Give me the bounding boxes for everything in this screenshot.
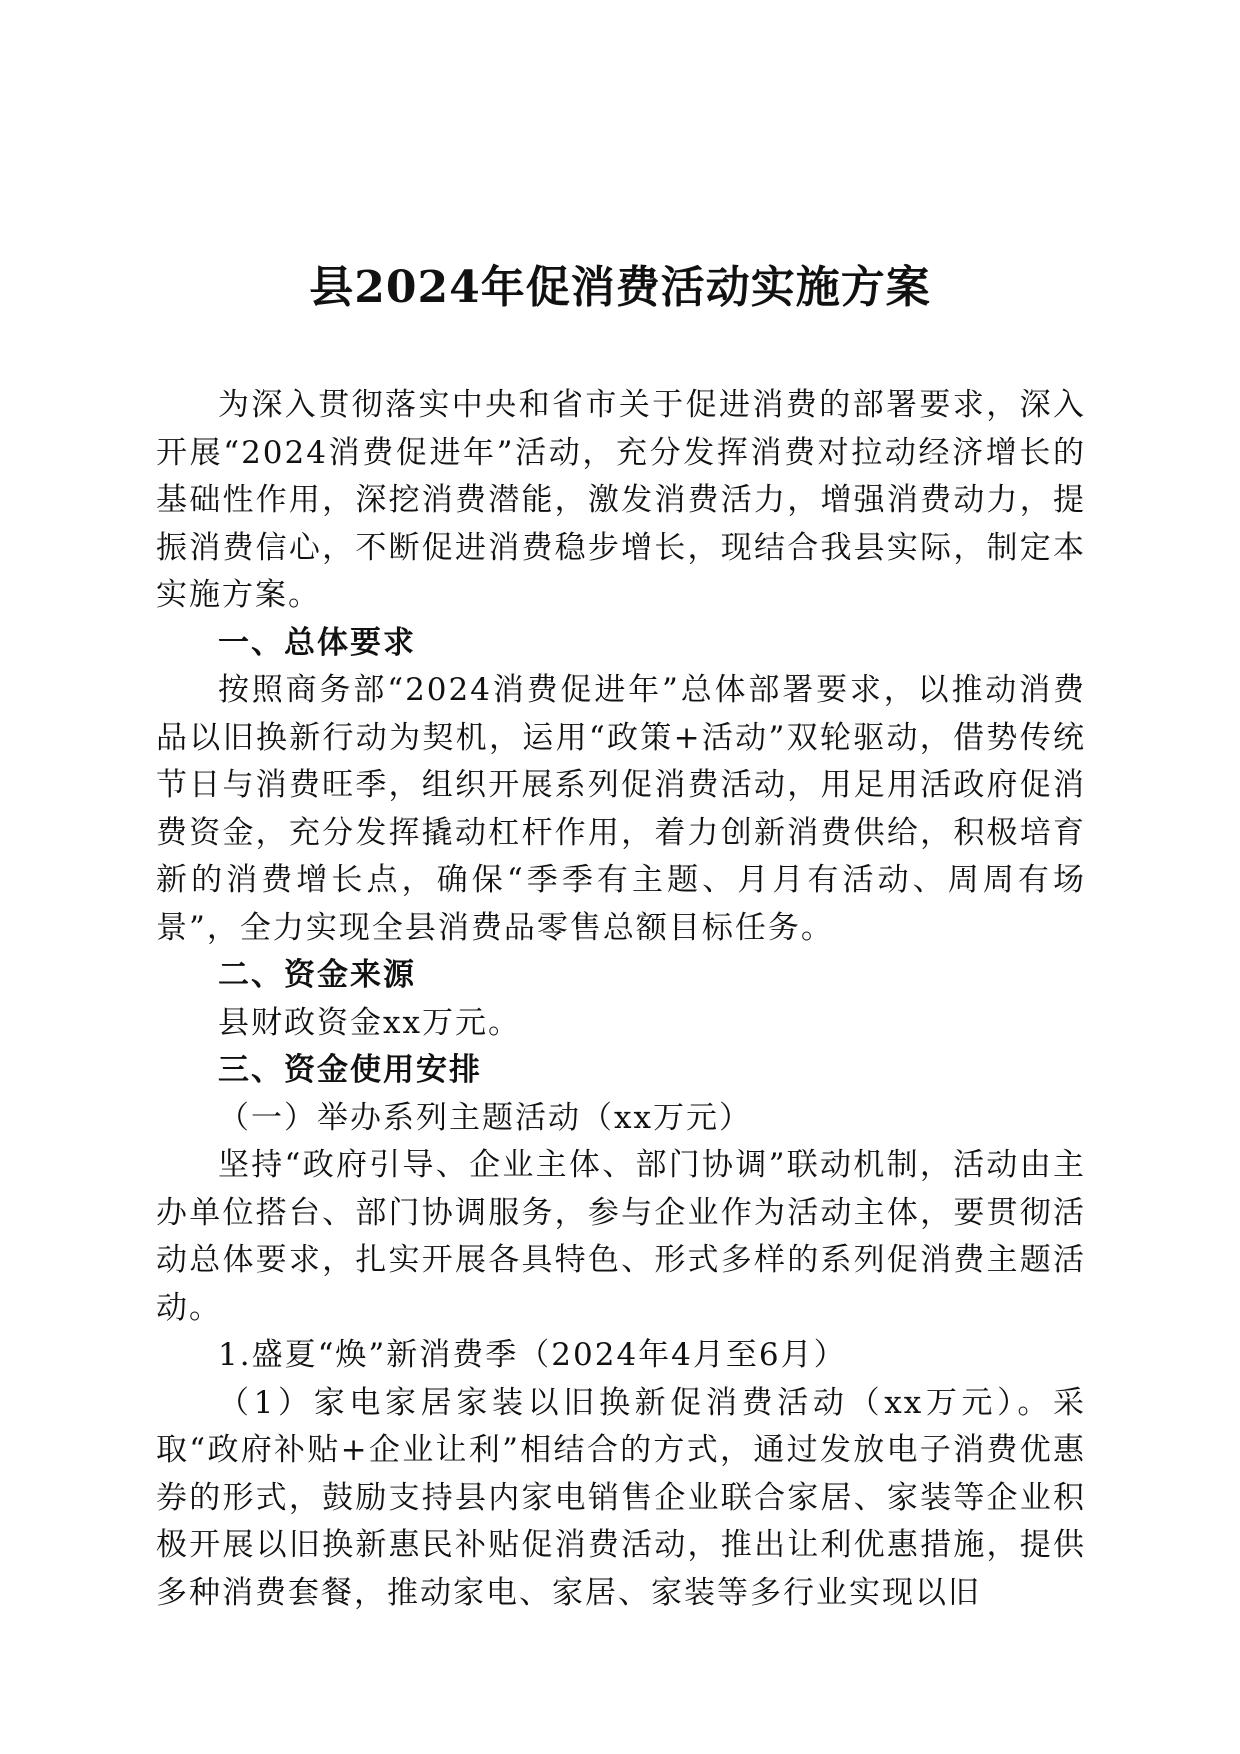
item-appliance-trade-in-paragraph: （1）家电家居家装以旧换新促消费活动（xx万元）。采取“政府补贴+企业让利”相结合的方式，通过发放电子消费优惠券的形式，鼓励支持县内家电销售企业联合家居、家装等企业积极开展以旧换新惠民补贴促消费活动，推出让利优惠措施，提供多种消费套餐，推动家电、家居、家装等多行业实现以旧 (156, 1384, 1086, 1611)
funding-source-paragraph: 县财政资金xx万元。 (218, 1004, 521, 1041)
general-requirements-paragraph: 按照商务部“2024消费促进年”总体部署要求，以推动消费品以旧换新行动为契机，运用“政策+活动”双轮驱动，借势传统节日与消费旺季，组织开展系列促消费活动，用足用活政府促消费资金，充分发挥撬动杠杆作用，着力创新消费供给，积极培育新的消费增长点，确保“季季有主题、月月有活动、周周有场景”，全力实现全县消费品零售总额目标任务。 (156, 672, 1086, 946)
item-summer-consumption-season: 1.盛夏“焕”新消费季（2024年4月至6月） (218, 1337, 847, 1373)
document-body (156, 382, 1086, 1617)
subsection-heading-theme-activities: （一）举办系列主题活动（xx万元） (218, 1099, 752, 1136)
section-heading-funding-arrangement: 三、资金使用安排 (218, 1052, 482, 1088)
intro-paragraph: 为深入贯彻落实中央和省市关于促进消费的部署要求，深入开展“2024消费促进年”活动，充分发挥消费对拉动经济增长的基础性作用，深挖消费潜能，激发消费活力，增强消费动力，提振消费信心，不断促进消费稳步增长，现结合我县实际，制定本实施方案。 (156, 387, 1086, 613)
section-heading-general-requirements: 一、总体要求 (218, 624, 416, 661)
theme-activities-paragraph: 坚持“政府引导、企业主体、部门协调”联动机制，活动由主办单位搭台、部门协调服务，参与企业作为活动主体，要贯彻活动总体要求，扎实开展各具特色、形式多样的系列促消费主题活动。 (156, 1147, 1086, 1326)
document-title: 县2024年促消费活动实施方案 (309, 262, 931, 313)
section-heading-funding-source: 二、资金来源 (218, 957, 416, 993)
